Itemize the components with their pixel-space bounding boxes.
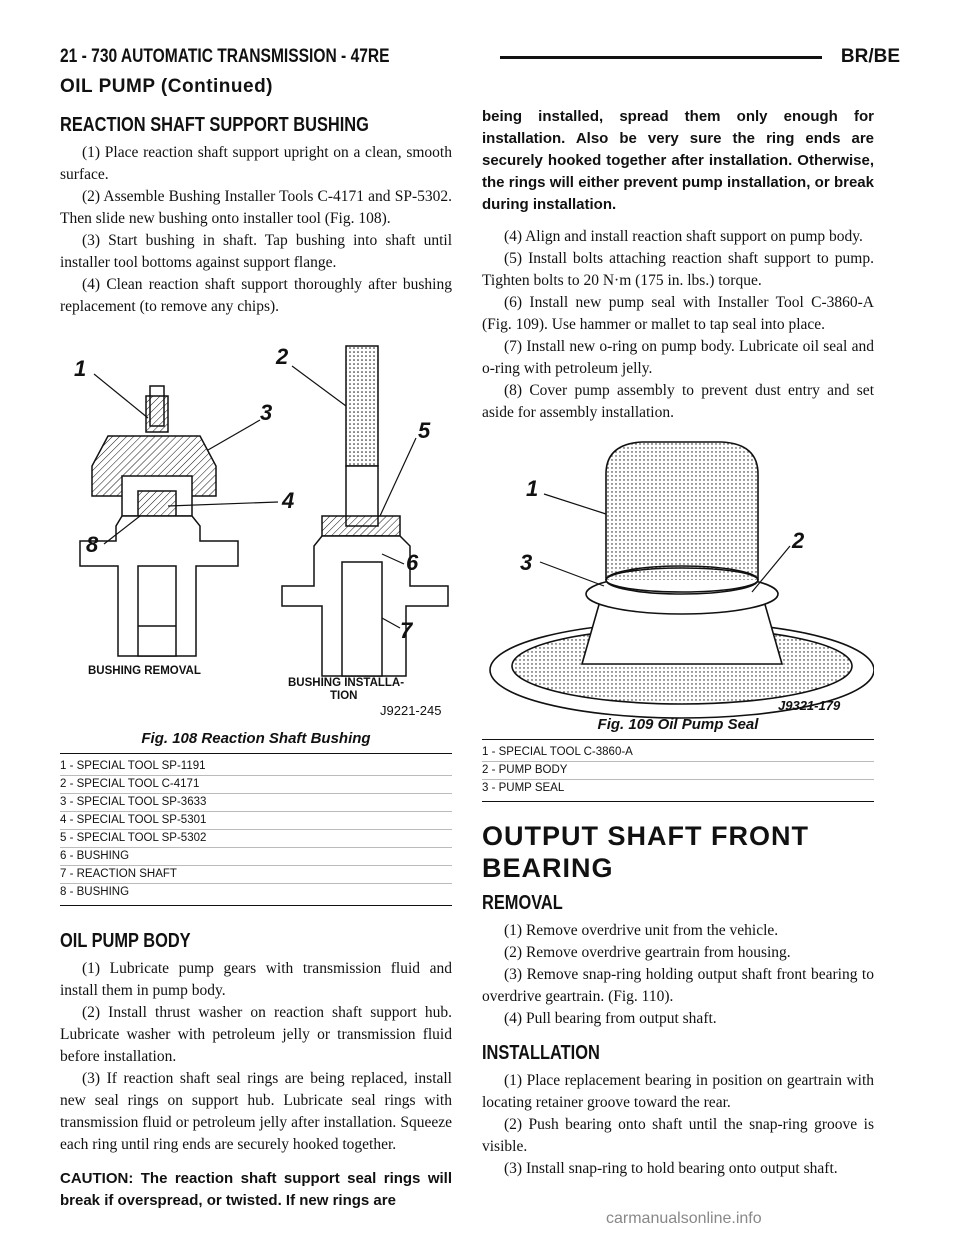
- step-paragraph: (1) Place replacement bearing in position on geartrain with locating retainer groove toward the rear.: [482, 1072, 874, 1111]
- callout-5: 5: [418, 418, 431, 443]
- step-paragraph: (2) Install thrust washer on reaction shaft support hub. Lubricate washer with petroleum jelly or transmission fluid before installation.: [60, 1004, 452, 1065]
- step-paragraph: (1) Remove overdrive unit from the vehicle.: [504, 922, 779, 939]
- legend-item: 3 - SPECIAL TOOL SP-3633: [60, 794, 452, 812]
- legend-item: 1 - SPECIAL TOOL SP-1191: [60, 758, 452, 776]
- section-heading-reaction-shaft-bushing: REACTION SHAFT SUPPORT BUSHING: [60, 114, 369, 136]
- bushing-illustration: [60, 326, 452, 726]
- figure-108: [60, 326, 452, 906]
- callout-2: 2: [276, 344, 289, 369]
- step-paragraph: (3) Start bushing in shaft. Tap bushing into shaft until installer tool bottoms against support flange.: [60, 232, 452, 271]
- section-title-output-shaft-bearing: OUTPUT SHAFT FRONT BEARING: [482, 821, 809, 883]
- callout-8: 8: [86, 532, 99, 557]
- step-paragraph: (4) Align and install reaction shaft support on pump body.: [504, 228, 863, 245]
- step-paragraph: (3) If reaction shaft seal rings are being replaced, install new seal rings on support hub. Lubricate seal rings with transmission fluid or petroleum jelly after installation. Squeeze each ring until ring ends are securely hooked together.: [60, 1070, 452, 1153]
- figure-109: [482, 434, 874, 802]
- callout-1: 1: [526, 476, 539, 501]
- section-heading-oil-pump-body: OIL PUMP BODY: [60, 930, 191, 952]
- step-paragraph: (8) Cover pump assembly to prevent dust entry and set aside for assembly installation.: [482, 382, 874, 421]
- step-paragraph: (7) Install new o-ring on pump body. Lubricate oil seal and o-ring with petroleum jelly.: [482, 338, 874, 377]
- legend-item: 5 - SPECIAL TOOL SP-5302: [60, 830, 452, 848]
- legend-item: 3 - PUMP SEAL: [482, 782, 565, 794]
- step-paragraph: (3) Remove snap-ring holding output shaft front bearing to overdrive geartrain. (Fig. 110).: [482, 966, 874, 1005]
- legend-item: 6 - BUSHING: [60, 848, 452, 866]
- step-paragraph: (4) Clean reaction shaft support thoroughly after bushing replacement (to remove any chips).: [60, 276, 452, 315]
- page-header-model: BR/BE: [840, 46, 900, 67]
- page-header: [60, 44, 900, 70]
- continued-heading: OIL PUMP (Continued): [60, 76, 274, 97]
- callout-4: 4: [282, 488, 295, 513]
- step-paragraph: (5) Install bolts attaching reaction shaft support to pump. Tighten bolts to 20 N·m (175 in. lbs.) torque.: [482, 250, 874, 289]
- step-paragraph: (1) Lubricate pump gears with transmission fluid and install them in pump body.: [60, 960, 452, 999]
- reaction-shaft-steps: [60, 142, 452, 318]
- step-paragraph: (2) Remove overdrive geartrain from housing.: [504, 944, 791, 961]
- left-column: [60, 106, 452, 1212]
- watermark: carmanualsonline.info: [606, 1210, 762, 1227]
- callout-7: 7: [400, 618, 413, 643]
- callout-2: 2: [792, 528, 805, 553]
- oil-pump-body-steps: [60, 958, 452, 1156]
- step-paragraph: (1) Place reaction shaft support upright on a clean, smooth surface.: [60, 144, 452, 183]
- step-paragraph: (2) Assemble Bushing Installer Tools C-4171 and SP-5302. Then slide new bushing onto installer tool (Fig. 108).: [60, 188, 452, 227]
- legend-item: 4 - SPECIAL TOOL SP-5301: [60, 812, 452, 830]
- caution-text-start: CAUTION: The reaction shaft support seal rings will break if overspread, or twisted. If new rings are: [60, 1170, 452, 1209]
- section-heading-removal: REMOVAL: [482, 892, 563, 914]
- step-paragraph: (6) Install new pump seal with Installer Tool C-3860-A (Fig. 109). Use hammer or mallet to tap seal into place.: [482, 294, 874, 333]
- reaction-support-steps: [482, 226, 874, 424]
- page-header-title: 21 - 730 AUTOMATIC TRANSMISSION - 47RE: [60, 46, 390, 67]
- figure-code: J9221-245: [380, 703, 442, 718]
- callout-1: 1: [74, 356, 87, 381]
- oil-pump-seal-illustration: [482, 434, 874, 720]
- legend-item: 7 - REACTION SHAFT: [60, 866, 452, 884]
- figure-code: J9321-179: [778, 698, 841, 713]
- label-bushing-removal: BUSHING REMOVAL: [88, 665, 201, 677]
- label-bushing-installation: BUSHING INSTALLA- TION: [288, 677, 405, 702]
- figure-108-caption: Fig. 108 Reaction Shaft Bushing: [141, 730, 371, 747]
- installation-steps: [482, 1070, 874, 1180]
- right-column: [482, 106, 874, 1180]
- figure-109-caption: Fig. 109 Oil Pump Seal: [597, 716, 759, 733]
- legend-item: 8 - BUSHING: [60, 886, 130, 898]
- callout-3: 3: [520, 550, 533, 575]
- caution-text-end: being installed, spread them only enough for installation. Also be very sure the ring ends are securely hooked together after installation. Otherwise, the rings will either prevent pump installation, or break during installation.: [482, 108, 874, 213]
- step-paragraph: (4) Pull bearing from output shaft.: [504, 1010, 717, 1027]
- header-rule: [500, 56, 822, 59]
- step-paragraph: (2) Push bearing onto shaft until the snap-ring groove is visible.: [482, 1116, 874, 1155]
- figure-109-legend: [482, 739, 874, 802]
- figure-108-legend: [60, 753, 452, 906]
- callout-3: 3: [260, 400, 273, 425]
- step-paragraph: (3) Install snap-ring to hold bearing onto output shaft.: [504, 1160, 838, 1177]
- legend-item: 2 - PUMP BODY: [482, 762, 874, 780]
- legend-item: 2 - SPECIAL TOOL C-4171: [60, 776, 452, 794]
- legend-item: 1 - SPECIAL TOOL C-3860-A: [482, 744, 874, 762]
- removal-steps: [482, 920, 874, 1030]
- callout-6: 6: [406, 550, 419, 575]
- section-heading-installation: INSTALLATION: [482, 1042, 600, 1064]
